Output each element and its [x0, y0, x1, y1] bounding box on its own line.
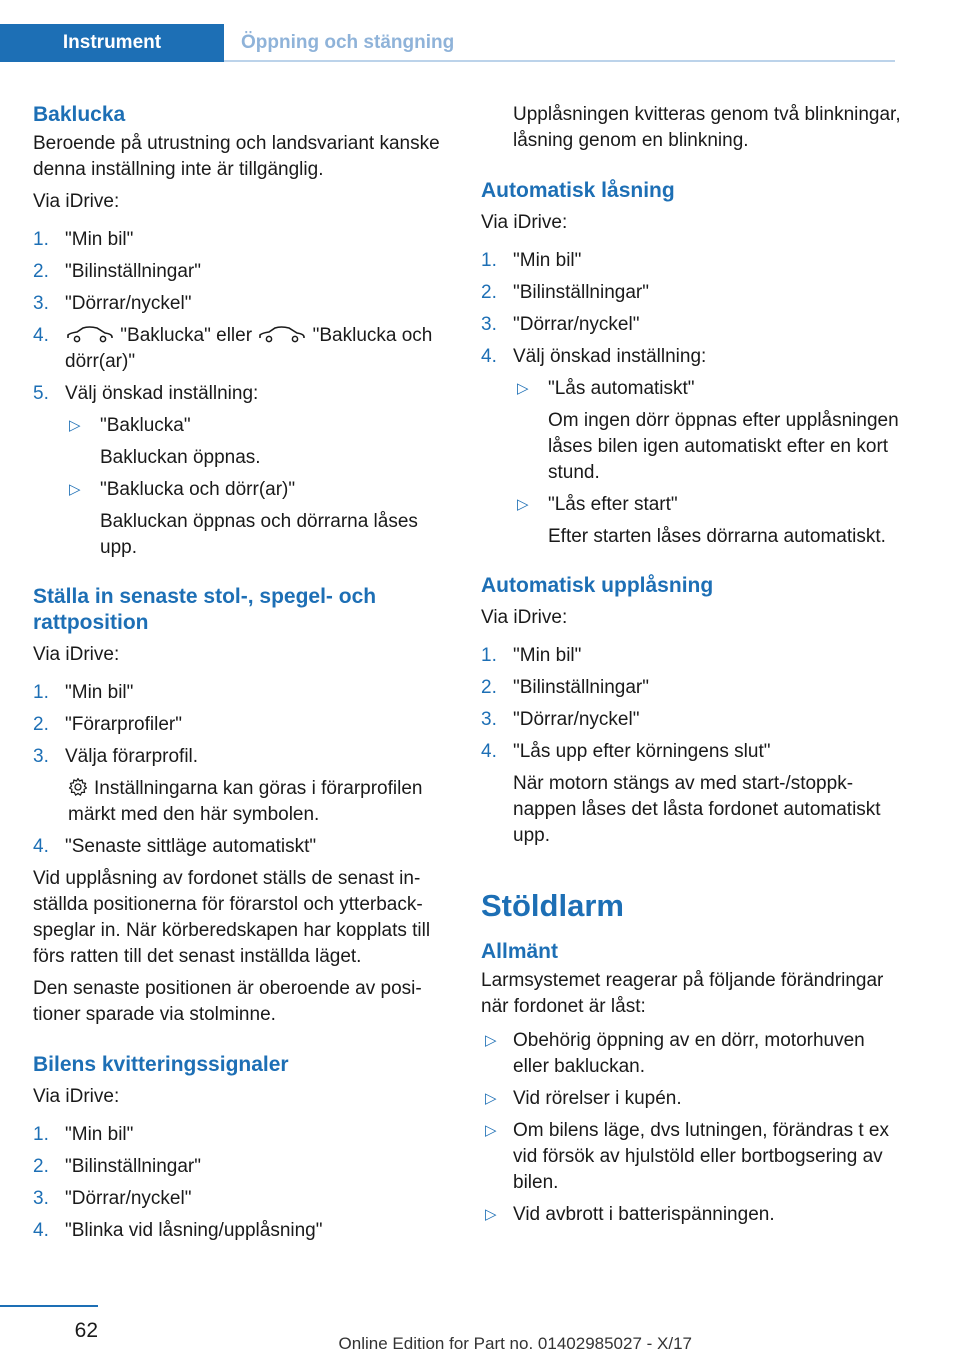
step-number: 3. — [33, 293, 49, 314]
option-desc: Efter starten låses dörrarna automatiskt. — [548, 526, 886, 547]
list-item — [481, 312, 901, 338]
list-item — [481, 248, 901, 274]
list-item — [33, 1218, 453, 1244]
note-text: Inställningarna kan göras i förarprofilen märkt med den här symbolen. — [68, 778, 423, 825]
paragraph: Upplåsningen kvitteras genom två blinkningar, låsning genom en blinkning. — [513, 104, 901, 151]
list-item — [33, 323, 453, 375]
option-item — [513, 376, 901, 486]
step-number: 2. — [481, 282, 497, 303]
step-number: 1. — [33, 229, 49, 250]
option-desc: Bakluckan öppnas. — [100, 447, 261, 468]
list-item — [481, 707, 901, 733]
option-label: "Lås automatiskt" — [548, 378, 695, 399]
step-number: 3. — [33, 746, 49, 767]
bullet-text: Om bilens läge, dvs lutningen, förändras t ex vid försök av hjulstöld eller bortbogsering av bilen. — [513, 1120, 889, 1193]
list-item — [33, 1122, 453, 1148]
list-item — [33, 680, 453, 706]
steps-list — [481, 248, 901, 550]
step-number: 2. — [481, 677, 497, 698]
step-text: "Bilinställningar" — [65, 1156, 201, 1177]
step-number: 3. — [481, 314, 497, 335]
step-number: 2. — [33, 261, 49, 282]
section-title-kvitteringssignaler: Bilens kvitteringssignaler — [33, 1053, 289, 1076]
step-text: "Min bil" — [513, 250, 582, 271]
steps-list — [33, 1122, 453, 1244]
step-number: 2. — [33, 1156, 49, 1177]
step-text: "Bilinställningar" — [513, 282, 649, 303]
list-item — [481, 739, 901, 849]
paragraph: Beroende på utrustning och landsvariant kanske denna inställning inte är tillgänglig. — [33, 133, 440, 180]
options-list — [65, 413, 453, 561]
step-text: "Min bil" — [65, 682, 134, 703]
step-text: "Blinka vid låsning/upplåsning" — [65, 1220, 323, 1241]
list-item — [33, 1186, 453, 1212]
paragraph: Vid upplåsning av fordonet ställs de senast inställda positionerna för förarstol och ytterbackspeglar in. När körberedskapen har kopplats till förs ratten till det senast inställda läget. — [33, 868, 431, 967]
via-idrive: Via iDrive: — [33, 1086, 120, 1107]
via-idrive: Via iDrive: — [33, 644, 120, 665]
via-idrive: Via iDrive: — [481, 607, 568, 628]
driver-profile-gear-icon — [68, 777, 88, 797]
step-text: "Dörrar/nyckel" — [65, 1188, 192, 1209]
steps-list — [481, 643, 901, 849]
step-text: "Bilinställningar" — [65, 261, 201, 282]
bullet-item — [481, 1202, 901, 1228]
option-item — [513, 492, 901, 550]
list-item — [33, 259, 453, 285]
list-item — [481, 675, 901, 701]
step-text: "Baklucka" eller — [120, 325, 253, 346]
steps-list — [33, 680, 453, 860]
step-number: 1. — [33, 1124, 49, 1145]
right-column — [481, 102, 901, 1228]
footer-edition-text: Online Edition for Part no. 01402985027 - X/17 — [338, 1334, 692, 1353]
list-item — [33, 1154, 453, 1180]
triangle-bullet-icon: ▷ — [485, 1122, 497, 1139]
step-number: 4. — [481, 741, 497, 762]
list-item — [33, 227, 453, 253]
alarm-conditions-list — [481, 1028, 901, 1228]
options-list — [513, 376, 901, 550]
step-text: "Min bil" — [513, 645, 582, 666]
triangle-bullet-icon: ▷ — [485, 1090, 497, 1107]
triangle-bullet-icon: ▷ — [69, 417, 81, 434]
list-item — [33, 291, 453, 317]
triangle-bullet-icon: ▷ — [517, 380, 529, 397]
via-idrive: Via iDrive: — [33, 191, 120, 212]
option-label: "Baklucka och dörr(ar)" — [100, 479, 296, 500]
step-number: 3. — [481, 709, 497, 730]
step-desc: När motorn stängs av med start-/stoppknappen låses det låsta fordonet automatiskt upp. — [513, 773, 881, 846]
tab-instrument[interactable]: Instrument — [0, 24, 224, 62]
bullet-text: Vid rörelser i kupén. — [513, 1088, 682, 1109]
step-text: "Baklucka och dörr(ar)" — [65, 325, 433, 372]
step-text: "Dörrar/nyckel" — [513, 314, 640, 335]
step-text: "Min bil" — [65, 1124, 134, 1145]
option-desc: Bakluckan öppnas och dörrarna låses upp. — [100, 511, 418, 558]
triangle-bullet-icon: ▷ — [517, 496, 529, 513]
list-item — [33, 834, 453, 860]
step-number: 4. — [33, 836, 49, 857]
page-number: 62 — [74, 1319, 98, 1342]
list-item — [481, 280, 901, 306]
header-tabs — [0, 24, 895, 62]
step-number: 3. — [33, 1188, 49, 1209]
step-text: "Senaste sittläge automatiskt" — [65, 836, 317, 857]
step-text: "Bilinställningar" — [513, 677, 649, 698]
option-label: "Lås efter start" — [548, 494, 678, 515]
option-desc: Om ingen dörr öppnas efter upplåsningen låses bilen igen automatiskt efter en kort stund. — [548, 410, 899, 483]
bullet-item — [481, 1028, 901, 1080]
step-text: "Förarprofiler" — [65, 714, 182, 735]
section-title-allmant: Allmänt — [481, 940, 559, 963]
step-text: "Dörrar/nyckel" — [65, 293, 192, 314]
option-item — [65, 477, 453, 561]
footer-rule — [0, 1305, 98, 1307]
triangle-bullet-icon: ▷ — [69, 481, 81, 498]
list-item — [481, 344, 901, 550]
section-title-baklucka: Baklucka — [33, 103, 126, 126]
step-number: 4. — [33, 325, 49, 346]
bullet-text: Vid avbrott i batterispänningen. — [513, 1204, 775, 1225]
option-label: "Baklucka" — [100, 415, 191, 436]
paragraph: Larmsystemet reagerar på följande förändringar när fordonet är låst: — [481, 970, 884, 1017]
paragraph: Den senaste positionen är oberoende av positioner sparade via stolminne. — [33, 978, 422, 1025]
triangle-bullet-icon: ▷ — [485, 1206, 497, 1223]
steps-list — [33, 227, 453, 561]
section-title-automatisk-upplasning: Automatisk upplåsning — [481, 574, 714, 597]
step-number: 1. — [33, 682, 49, 703]
step-text: "Dörrar/nyckel" — [513, 709, 640, 730]
list-item — [33, 712, 453, 738]
tab-label: Öppning och stängning — [241, 32, 455, 53]
bullet-item — [481, 1118, 901, 1196]
list-item — [33, 744, 453, 828]
profile-note — [65, 776, 453, 828]
via-idrive: Via iDrive: — [481, 212, 568, 233]
step-text: "Min bil" — [65, 229, 134, 250]
step-number: 4. — [481, 346, 497, 367]
step-number: 2. — [33, 714, 49, 735]
list-item — [33, 381, 453, 561]
option-item — [65, 413, 453, 471]
step-number: 1. — [481, 250, 497, 271]
chapter-title-stoldlarm: Stöldlarm — [481, 888, 624, 923]
step-text: Välja förarprofil. — [65, 746, 199, 767]
step-number: 5. — [33, 383, 49, 404]
section-title-senaste-position: Ställa in senaste stol-, spegel- och rattposition — [33, 585, 377, 634]
left-column — [33, 102, 453, 1244]
section-title-automatisk-lasning: Automatisk låsning — [481, 179, 675, 202]
triangle-bullet-icon: ▷ — [485, 1032, 497, 1049]
car-tailgate-icon — [65, 325, 115, 343]
step-number: 4. — [33, 1220, 49, 1241]
step-text: Välj önskad inställning: — [513, 346, 707, 367]
list-item — [481, 643, 901, 669]
car-tailgate-doors-icon — [257, 325, 307, 343]
tab-underline — [224, 60, 895, 62]
bullet-item — [481, 1086, 901, 1112]
step-number: 1. — [481, 645, 497, 666]
step-text: Välj önskad inställning: — [65, 383, 259, 404]
tab-oppning-och-stangning[interactable] — [224, 24, 895, 62]
bullet-text: Obehörig öppning av en dörr, motorhuven eller bakluckan. — [513, 1030, 865, 1077]
step-text: "Lås upp efter körningens slut" — [513, 741, 771, 762]
